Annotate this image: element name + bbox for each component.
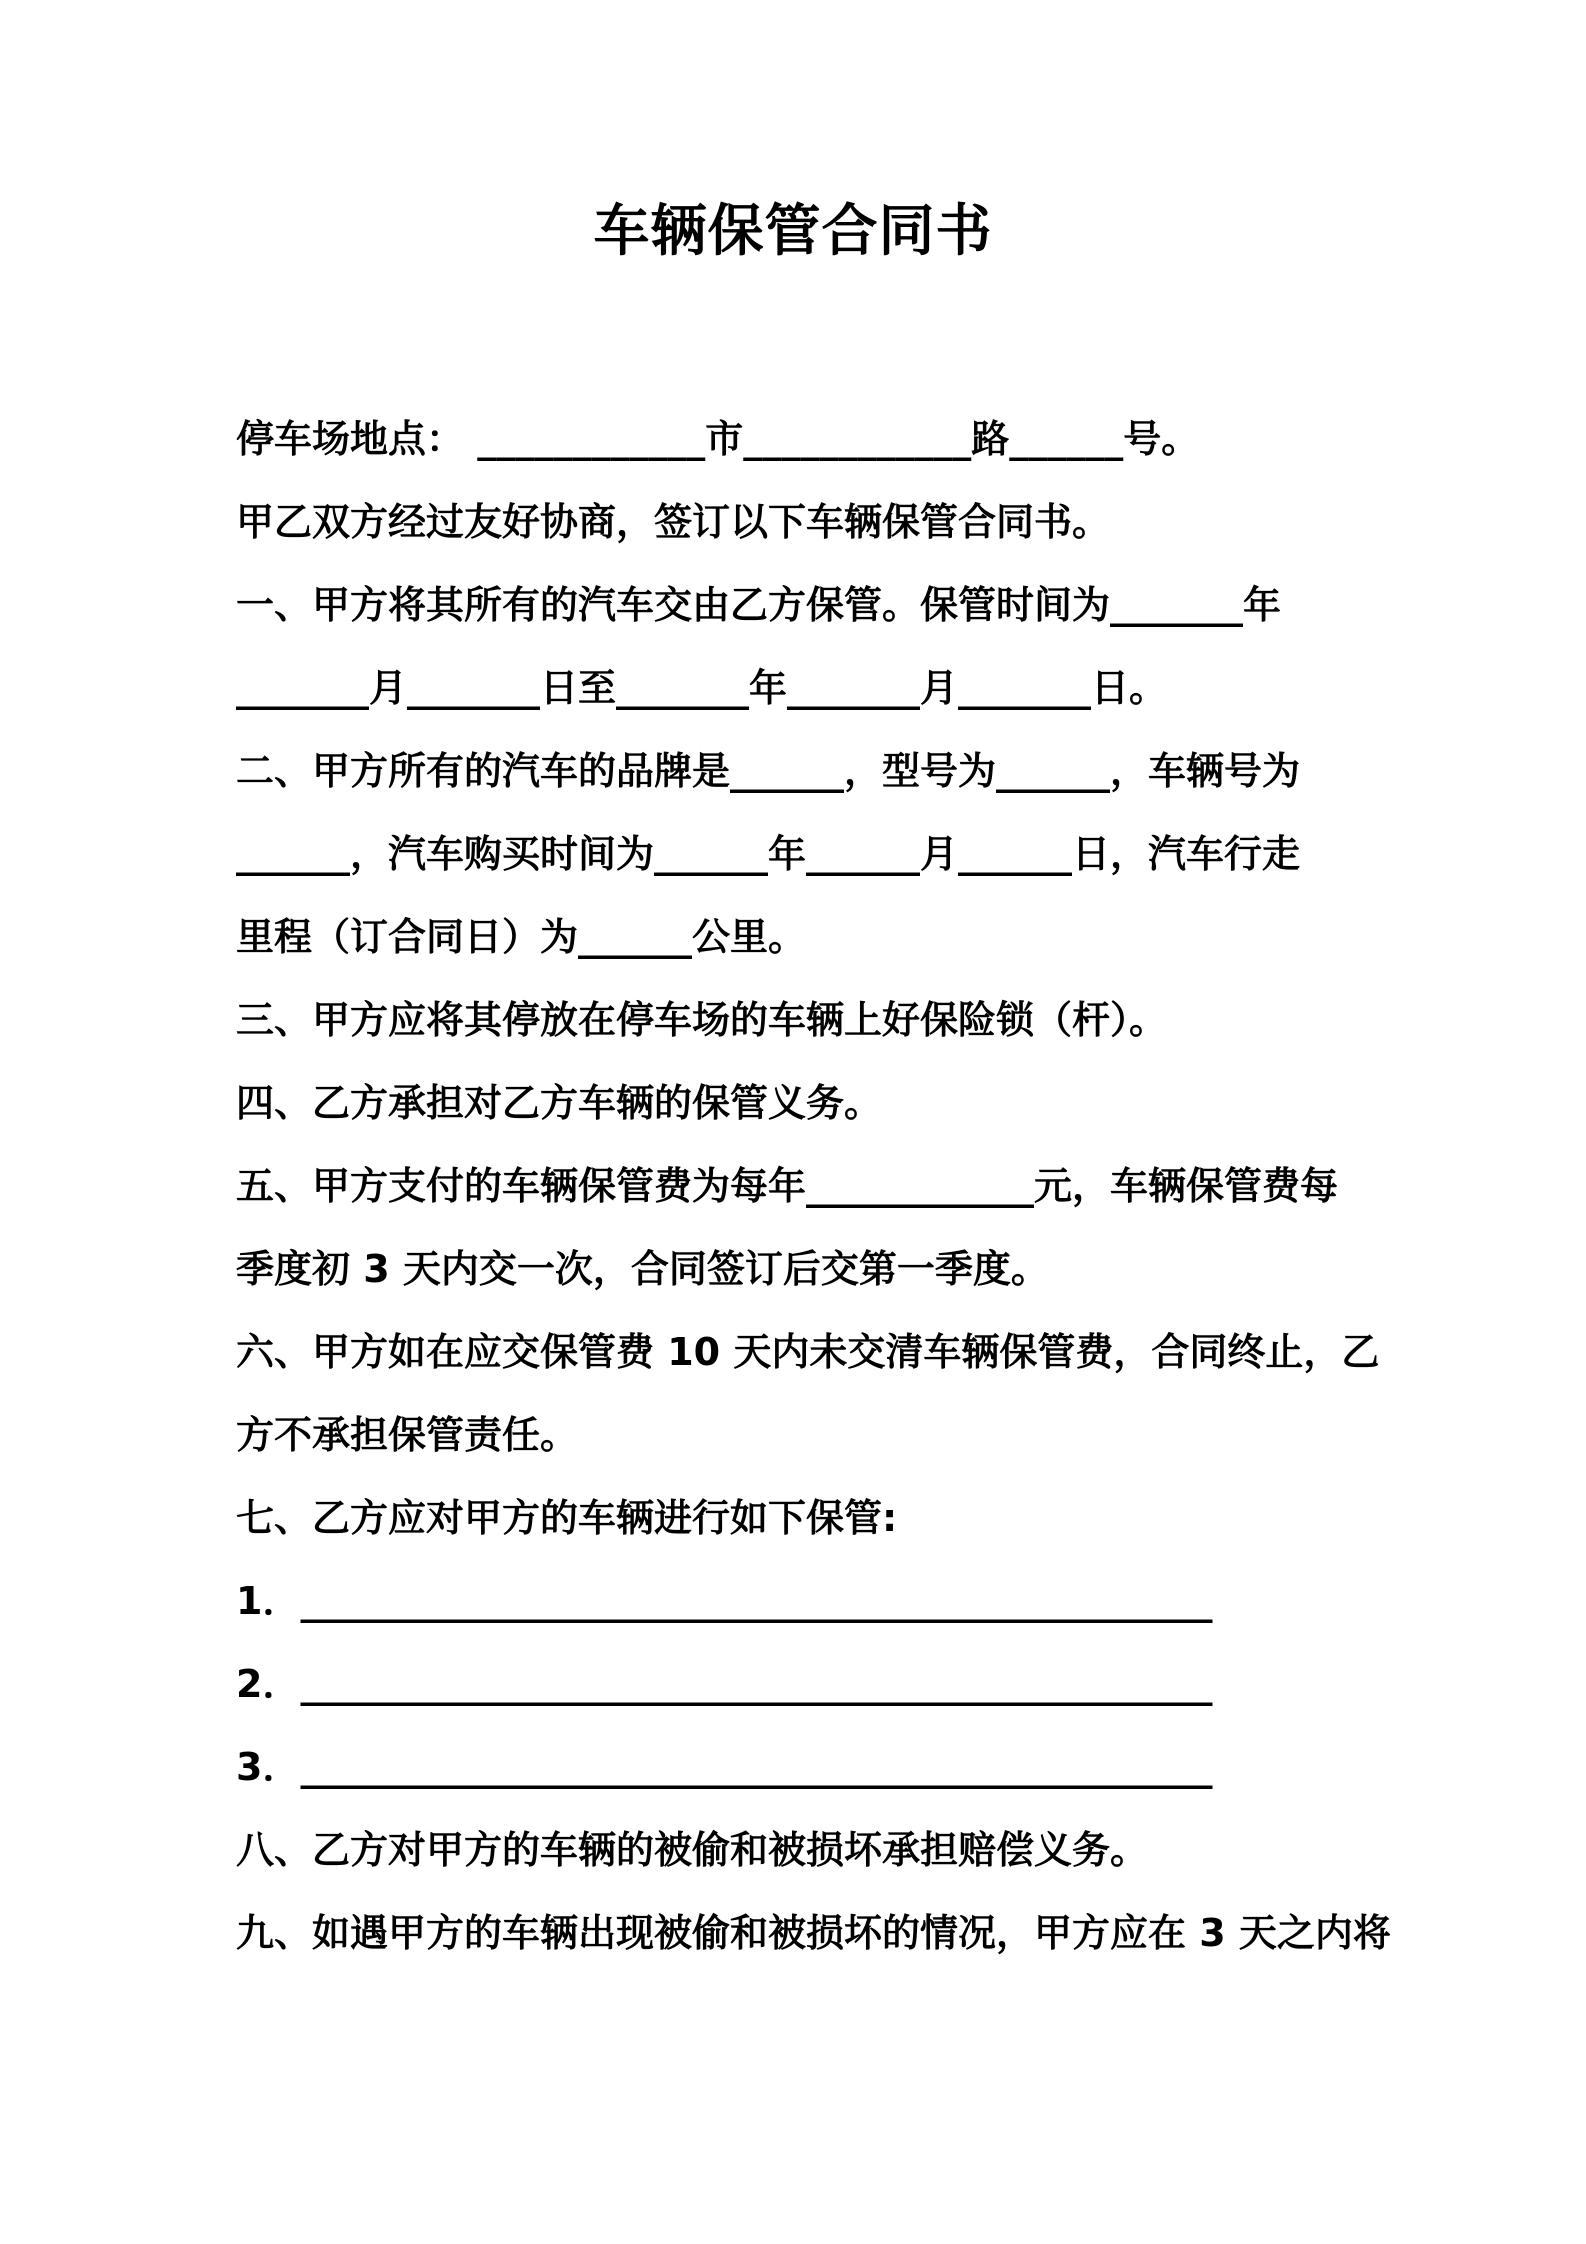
contract-line-item1-blank: 1．________________________________________________	[236, 1579, 1213, 1623]
contract-line-clause4: 四、乙方承担对乙方车辆的保管义务。	[236, 1081, 883, 1125]
contract-line-clause6-a: 六、甲方如在应交保管费 10 天内未交清车辆保管费，合同终止，乙	[236, 1330, 1380, 1374]
contract-line-clause1-b: _______月_______日至_______年_______月_______日。	[236, 666, 1168, 710]
document-body	[236, 398, 1391, 1975]
contract-line-parking-location: 停车场地点： ____________市____________路______号。	[236, 417, 1200, 461]
contract-line-clause2-b: ______，汽车购买时间为______年______月______日，汽车行走	[236, 832, 1301, 876]
contract-line-clause6-b: 方不承担保管责任。	[236, 1413, 579, 1457]
contract-line-clause5-b: 季度初 3 天内交一次，合同签订后交第一季度。	[236, 1247, 1049, 1291]
contract-line-preamble: 甲乙双方经过友好协商，签订以下车辆保管合同书。	[236, 500, 1111, 544]
contract-line-clause1-a: 一、甲方将其所有的汽车交由乙方保管。保管时间为_______年	[236, 583, 1282, 627]
contract-line-clause7: 七、乙方应对甲方的车辆进行如下保管:	[236, 1496, 898, 1540]
document-title: 车辆保管合同书	[593, 199, 993, 264]
contract-line-clause8: 八、乙方对甲方的车辆的被偷和被损坏承担赔偿义务。	[236, 1828, 1149, 1872]
contract-line-clause2-a: 二、甲方所有的汽车的品牌是______，型号为______，车辆号为	[236, 749, 1301, 793]
contract-line-clause2-c: 里程（订合同日）为______公里。	[236, 915, 807, 959]
contract-line-item3-blank: 3．________________________________________________	[236, 1745, 1213, 1789]
contract-line-clause9: 九、如遇甲方的车辆出现被偷和被损坏的情况，甲方应在 3 天之内将	[236, 1911, 1391, 1955]
contract-line-clause3: 三、甲方应将其停放在停车场的车辆上好保险锁（杆）。	[236, 998, 1168, 1042]
contract-line-item2-blank: 2．________________________________________________	[236, 1662, 1213, 1706]
contract-line-clause5-a: 五、甲方支付的车辆保管费为每年____________元，车辆保管费每	[236, 1164, 1339, 1208]
